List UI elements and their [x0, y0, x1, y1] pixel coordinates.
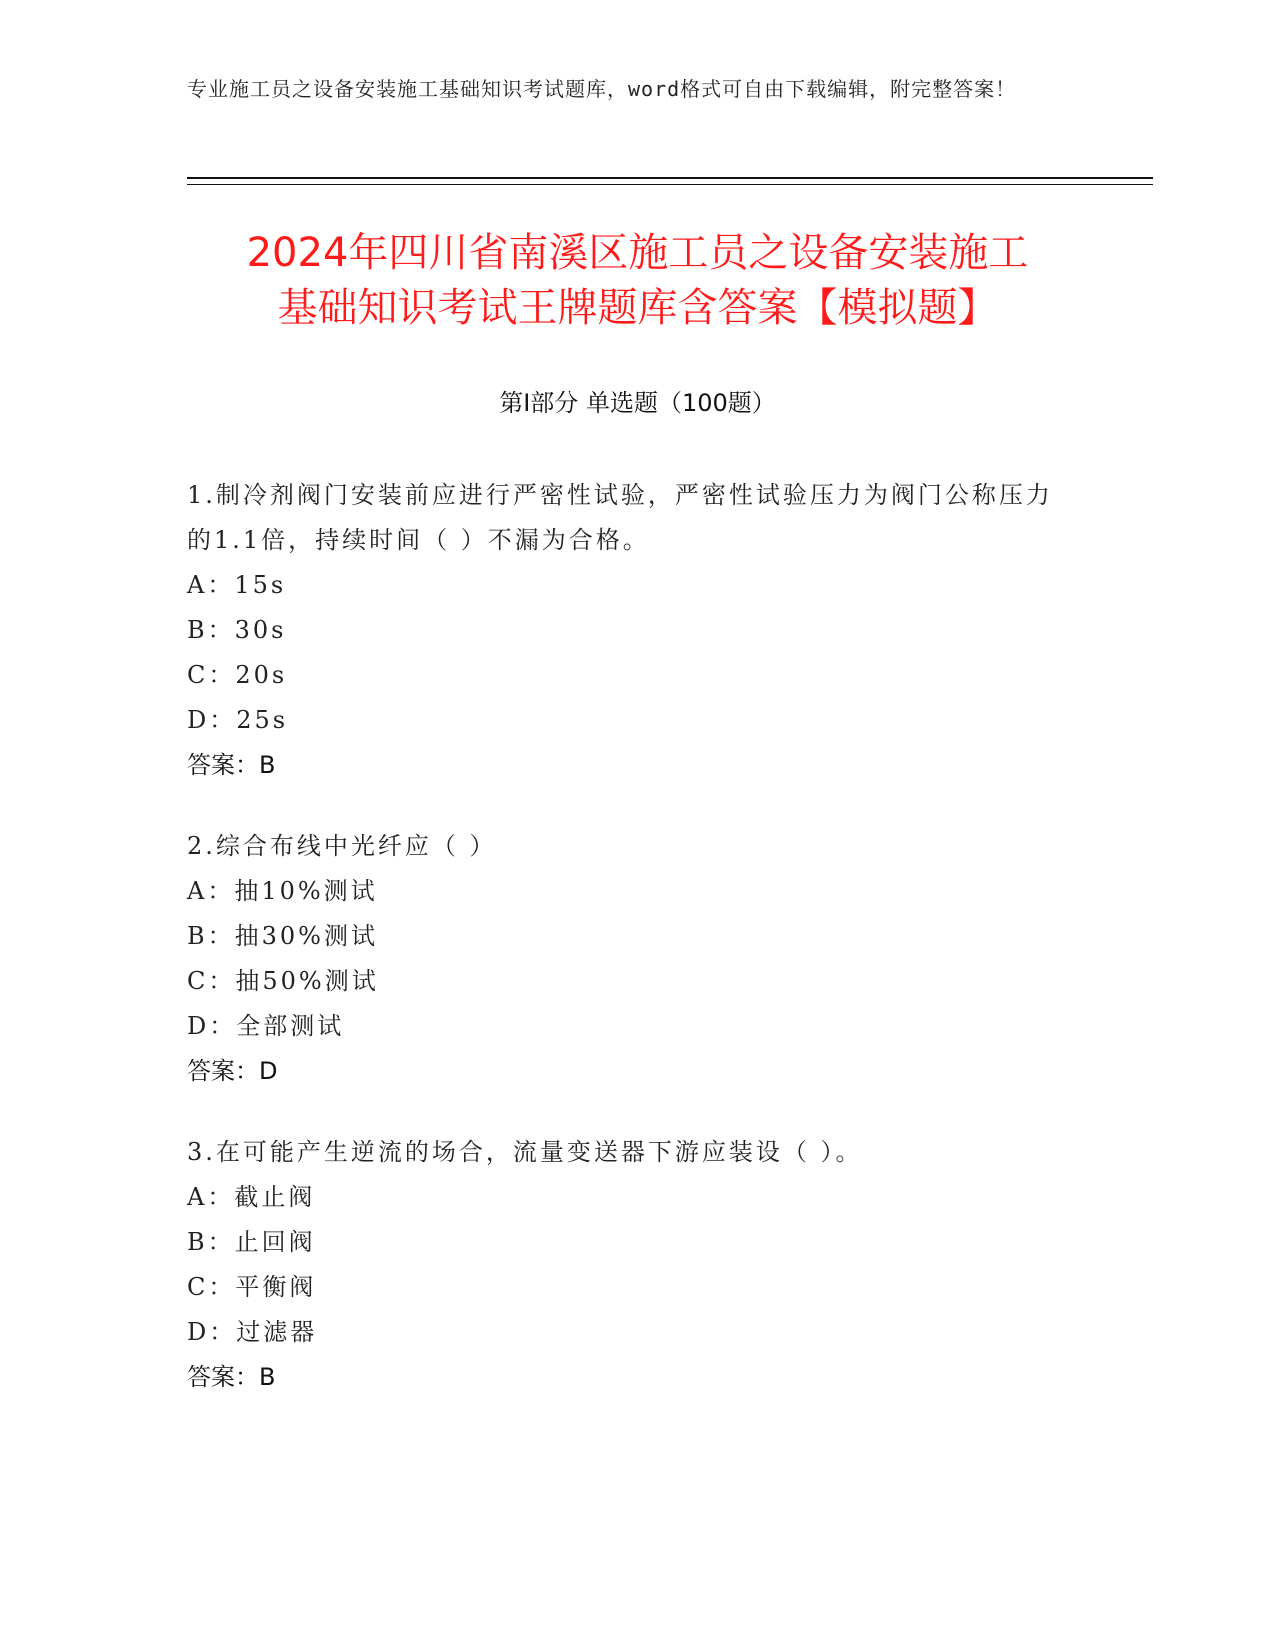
option-b: B：30s: [187, 616, 287, 644]
option-c: C：20s: [187, 661, 288, 689]
document-header-note: 专业施工员之设备安装施工基础知识考试题库，word格式可自由下载编辑，附完整答案！: [187, 77, 1017, 101]
option-d: D：25s: [187, 706, 289, 734]
option-d: D：过滤器: [187, 1318, 318, 1346]
section-heading: 第Ⅰ部分 单选题（100题）: [499, 389, 776, 417]
question-item: [187, 473, 1067, 788]
document-title: [120, 226, 1155, 336]
question-stem: 2.综合布线中光纤应（ ）: [187, 832, 497, 860]
question-stem: 3.在可能产生逆流的场合，流量变送器下游应装设（ ）。: [187, 1138, 863, 1166]
option-d: D：全部测试: [187, 1012, 345, 1040]
question-item: [187, 824, 1067, 1094]
question-stem: 1.制冷剂阀门安装前应进行严密性试验，严密性试验压力为阀门公称压力的1.1倍，持续时间（ ）不漏为合格。: [187, 481, 1053, 554]
document-title-line-2: 基础知识考试王牌题库含答案【模拟题】: [277, 285, 998, 331]
option-a: A：抽10%测试: [187, 877, 378, 905]
option-c: C：抽50%测试: [187, 967, 379, 995]
option-c: C：平衡阀: [187, 1273, 317, 1301]
answer-line: 答案：B: [187, 1363, 276, 1391]
question-item: [187, 1130, 1067, 1400]
option-b: B：抽30%测试: [187, 922, 378, 950]
question-list: [187, 473, 1067, 1436]
option-a: A：截止阀: [187, 1183, 316, 1211]
option-b: B：止回阀: [187, 1228, 316, 1256]
header-divider-thin: [187, 184, 1153, 185]
document-title-line-1: 2024年四川省南溪区施工员之设备安装施工: [246, 230, 1029, 276]
header-divider-thick: [187, 177, 1153, 179]
answer-line: 答案：D: [187, 1057, 278, 1085]
option-a: A：15s: [187, 571, 287, 599]
answer-line: 答案：B: [187, 751, 276, 779]
